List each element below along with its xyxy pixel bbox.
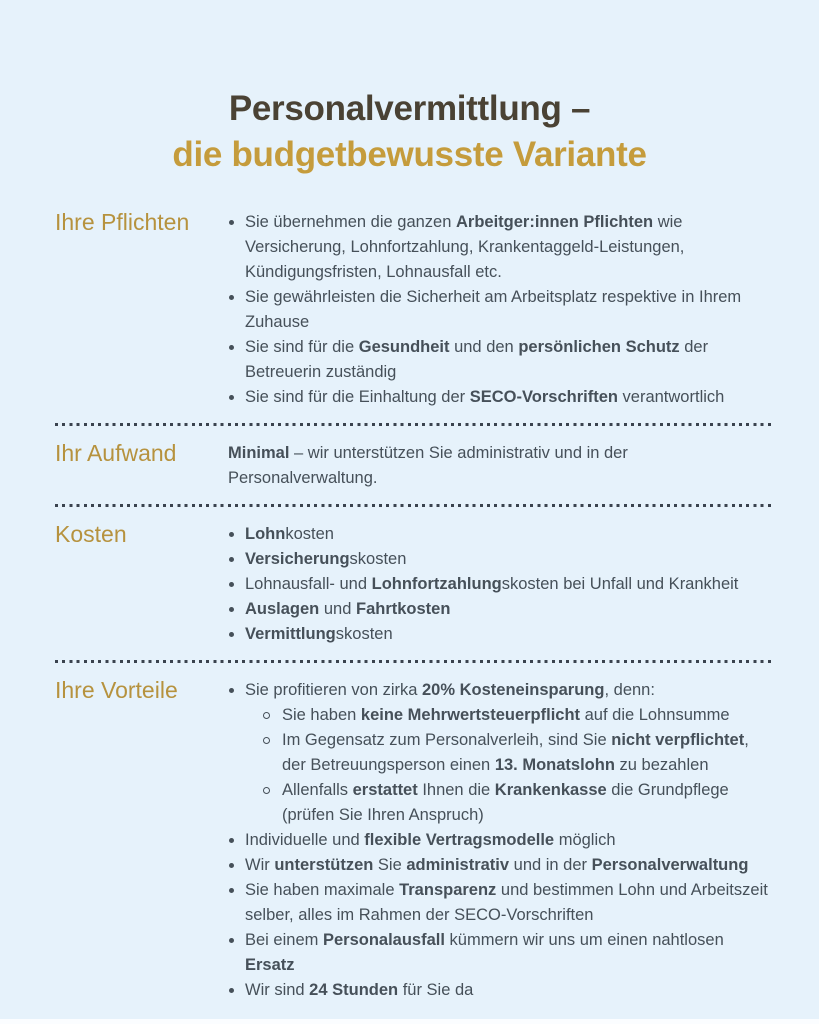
text: und den xyxy=(449,338,519,356)
bold-text: Personalausfall xyxy=(322,931,445,949)
section-label-aufwand: Ihr Aufwand xyxy=(55,440,177,466)
text: Sie sind für die Einhaltung der xyxy=(245,388,470,406)
bullet-item xyxy=(228,522,775,547)
bold-text: Vermittlung xyxy=(245,625,336,643)
section-content-vorteile xyxy=(228,678,775,1003)
bullet-item xyxy=(228,572,775,597)
bold-text: Fahrtkosten xyxy=(355,600,451,618)
sub-bullet-item xyxy=(262,728,775,778)
sub-bullet-item xyxy=(262,703,775,728)
dotted-divider xyxy=(55,660,775,663)
text: für Sie da xyxy=(398,981,474,999)
text: Individuelle und xyxy=(245,831,365,849)
text: skosten xyxy=(335,625,393,643)
bullet-item xyxy=(228,285,775,335)
text: und bestimmen Lohn und Arbeitszeit selber, alles im Rahmen der SECO-Vorschriften xyxy=(245,881,768,924)
bold-text: Krankenkasse xyxy=(494,781,607,799)
bold-text: Transparenz xyxy=(399,881,497,899)
bullet-item xyxy=(228,385,775,410)
section-content-kosten xyxy=(228,522,775,647)
bullet-item xyxy=(228,335,775,385)
bold-text: Minimal xyxy=(228,444,290,462)
section-pflichten xyxy=(55,210,775,410)
section-label-pflichten: Ihre Pflichten xyxy=(55,209,190,235)
bullet-item xyxy=(228,622,775,647)
bullet-list xyxy=(228,678,775,1003)
bullet-item xyxy=(228,878,775,928)
dotted-divider xyxy=(55,504,775,507)
section-label-vorteile: Ihre Vorteile xyxy=(55,677,178,703)
header xyxy=(0,0,819,178)
bullet-item xyxy=(228,928,775,978)
bullet-item xyxy=(228,978,775,1003)
bullet-item xyxy=(228,828,775,853)
text: Lohnausfall- und xyxy=(245,575,372,593)
bullet-item xyxy=(228,678,775,703)
text: Sie gewährleisten die Sicherheit am Arbeitsplatz respektive in Ihrem Zuhause xyxy=(245,288,742,331)
section-label-kosten: Kosten xyxy=(55,521,127,547)
bold-text: unterstützen xyxy=(274,856,374,874)
paragraph xyxy=(228,441,680,491)
page-title-line-2: die budgetbewusste Variante xyxy=(172,135,647,174)
text: Sie profitieren von zirka xyxy=(245,681,422,699)
bold-text: 20% Kosteneinsparung xyxy=(422,681,605,699)
text: skosten xyxy=(349,550,407,568)
bold-text: SECO-Vorschriften xyxy=(469,388,618,406)
bold-text: 24 Stunden xyxy=(309,981,399,999)
text: und in der xyxy=(509,856,592,874)
text: Bei einem xyxy=(245,931,323,949)
bullet-item xyxy=(228,210,775,285)
text: , denn: xyxy=(604,681,655,699)
sections xyxy=(0,210,819,1003)
text: kosten xyxy=(285,525,334,543)
bold-text: Ersatz xyxy=(245,956,295,974)
bottom-edge-strip xyxy=(0,1019,819,1024)
text: zu bezahlen xyxy=(614,756,709,774)
bold-text: Lohnfortzahlung xyxy=(371,575,502,593)
bold-text: Lohn xyxy=(245,525,286,543)
text: Wir sind xyxy=(245,981,310,999)
bold-text: administrativ xyxy=(406,856,510,874)
dotted-divider xyxy=(55,423,775,426)
text: der Betreuerin zuständig xyxy=(245,338,709,381)
text: wie Versicherung, Lohnfortzahlung, Krankentaggeld-Leistungen, Kündigungsfristen, Lohnausfall etc. xyxy=(245,213,685,281)
section-vorteile xyxy=(55,678,775,1003)
text: Im Gegensatz zum Personalverleih, sind Sie xyxy=(282,731,612,749)
bold-text: flexible Vertragsmodelle xyxy=(364,831,555,849)
text: – wir unterstützen Sie administrativ und in der Personalverwaltung. xyxy=(228,444,628,487)
text: die Grundpflege (prüfen Sie Ihren Anspruch) xyxy=(282,781,729,824)
text: möglich xyxy=(554,831,616,849)
bold-text: Gesundheit xyxy=(358,338,450,356)
text: skosten bei Unfall und Krankheit xyxy=(501,575,739,593)
bold-text: 13. Monatslohn xyxy=(494,756,615,774)
bullet-item xyxy=(228,853,775,878)
page-title-line-1: Personalvermittlung – xyxy=(228,89,591,128)
bold-text: Arbeitger:innen Pflichten xyxy=(456,213,654,231)
text: Sie xyxy=(373,856,407,874)
text: Wir xyxy=(245,856,275,874)
bullet-item xyxy=(228,597,775,622)
section-content-pflichten xyxy=(228,210,775,410)
text: Sie haben maximale xyxy=(245,881,400,899)
bold-text: persönlichen Schutz xyxy=(518,338,680,356)
text: verantwortlich xyxy=(617,388,725,406)
text: Ihnen die xyxy=(417,781,495,799)
bold-text: erstattet xyxy=(352,781,418,799)
section-aufwand xyxy=(55,441,775,491)
text: Sie haben xyxy=(282,706,361,724)
text: Sie übernehmen die ganzen xyxy=(245,213,456,231)
bullet-list xyxy=(228,522,775,647)
text: auf die Lohnsumme xyxy=(580,706,730,724)
bold-text: keine Mehrwertsteuerpflicht xyxy=(360,706,581,724)
bullet-list xyxy=(228,210,775,410)
bold-text: nicht verpflichtet xyxy=(611,731,745,749)
bullet-item xyxy=(228,547,775,572)
bold-text: Personalverwaltung xyxy=(591,856,749,874)
bold-text: Versicherung xyxy=(245,550,350,568)
bold-text: Auslagen xyxy=(245,600,320,618)
text: und xyxy=(319,600,356,618)
text: kümmern wir uns um einen nahtlosen xyxy=(444,931,724,949)
sub-bullet-item xyxy=(262,778,775,828)
text: Sie sind für die xyxy=(245,338,359,356)
section-kosten xyxy=(55,522,775,647)
text: , der Betreuungsperson einen xyxy=(282,731,749,774)
text: Allenfalls xyxy=(282,781,353,799)
section-content-aufwand xyxy=(228,441,775,491)
